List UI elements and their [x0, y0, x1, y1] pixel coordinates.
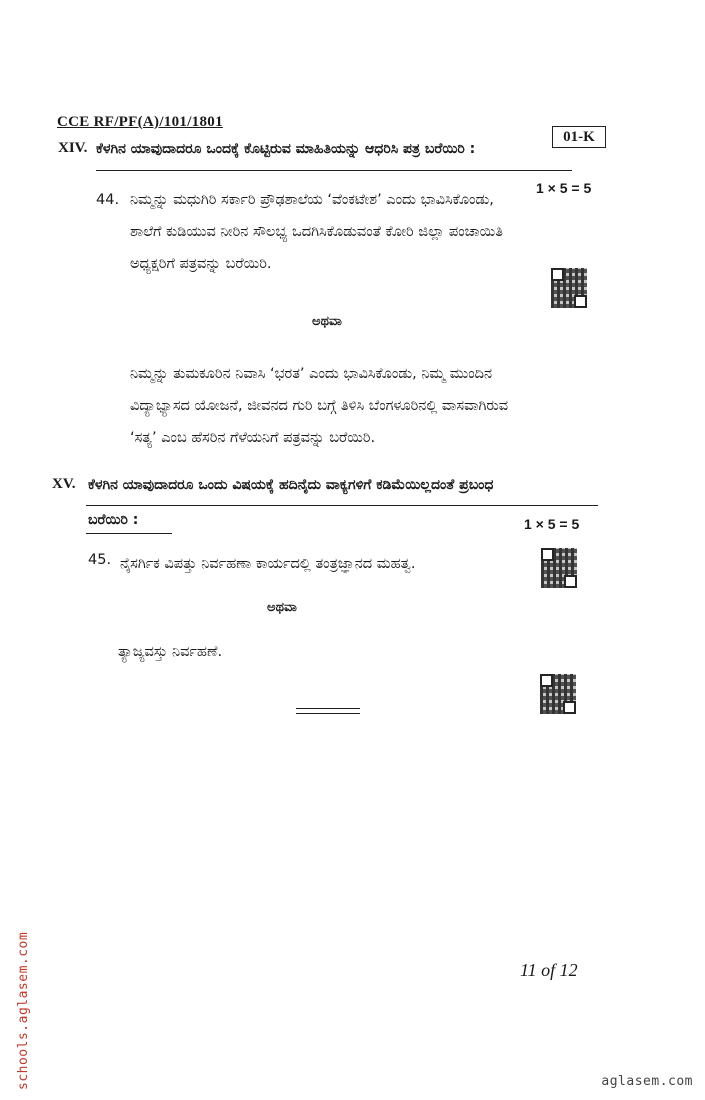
- qr-code-icon: [551, 268, 587, 308]
- question-45-alternative: ತ್ಯಾಜ್ಯವಸ್ತು ನಿರ್ವಹಣೆ.: [118, 644, 223, 660]
- page-number: 11 of 12: [520, 960, 578, 980]
- question-44-text: [130, 184, 605, 280]
- qr-code-icon: [540, 674, 576, 714]
- section-xiv-underline: [96, 170, 572, 171]
- question-44-line: ಅಧ್ಯಕ್ಷರಿಗೆ ಪತ್ರವನ್ನು ಬರೆಯಿರಿ.: [130, 256, 272, 272]
- section-xv-underline: [86, 505, 598, 506]
- or-separator: ಅಥವಾ: [312, 314, 342, 329]
- vertical-watermark: [14, 900, 32, 1090]
- question-45-text: ನೈಸರ್ಗಿಕ ವಿಪತ್ತು ನಿರ್ವಹಣಾ ಕಾರ್ಯದಲ್ಲಿ ತಂತ್ರಜ್ಞಾನದ ಮಹತ್ವ.: [120, 556, 416, 572]
- section-xiv-number: XIV.: [58, 140, 88, 156]
- alternative-line: ವಿದ್ಯಾಭ್ಯಾಸದ ಯೋಜನೆ, ಜೀವನದ ಗುರಿ ಬಗ್ಗೆ ತಿಳಿಸಿ ಬೆಂಗಳೂರಿನಲ್ಲಿ ವಾಸವಾಗಿರುವ: [130, 398, 509, 414]
- question-44-alternative: [130, 358, 605, 454]
- section-xv-instruction-cont: ಬರೆಯಿರಿ :: [88, 512, 139, 528]
- section-xv-marks: 1 × 5 = 5: [524, 516, 580, 532]
- section-xv-number: XV.: [52, 476, 76, 492]
- watermark-text: schools.aglasem.com: [16, 931, 31, 1090]
- paper-code: CCE RF/PF(A)/101/1801: [57, 114, 223, 130]
- end-of-section-line: [296, 708, 360, 714]
- question-45-number: 45.: [88, 552, 112, 568]
- page-code-box: 01-K: [552, 126, 606, 148]
- section-xv-instruction: ಕೆಳಗಿನ ಯಾವುದಾದರೂ ಒಂದು ವಿಷಯಕ್ಕೆ ಹದಿನೈದು ವಾಕ್ಯಗಳಿಗೆ ಕಡಿಮೆಯಿಲ್ಲದಂತೆ ಪ್ರಬಂಧ: [88, 477, 494, 493]
- site-watermark: aglasem.com: [601, 1074, 693, 1089]
- section-xiv-instruction: ಕೆಳಗಿನ ಯಾವುದಾದರೂ ಒಂದಕ್ಕೆ ಕೊಟ್ಟಿರುವ ಮಾಹಿತಿಯನ್ನು ಆಧರಿಸಿ ಪತ್ರ ಬರೆಯಿರಿ :: [96, 141, 476, 157]
- section-xiv-marks: 1 × 5 = 5: [536, 180, 592, 196]
- alternative-line: ‘ಸತ್ಯ’ ಎಂಬ ಹೆಸರಿನ ಗೆಳೆಯನಿಗೆ ಪತ್ರವನ್ನು ಬರೆಯಿರಿ.: [130, 430, 376, 446]
- question-44-number: 44.: [96, 192, 120, 208]
- question-44-line: ನಿಮ್ಮನ್ನು ಮಧುಗಿರಿ ಸರ್ಕಾರಿ ಪ್ರೌಢಶಾಲೆಯ ‘ವೆಂಕಟೇಶ’ ಎಂದು ಭಾವಿಸಿಕೊಂಡು,: [130, 192, 494, 208]
- or-separator: ಅಥವಾ: [267, 600, 297, 615]
- alternative-line: ನಿಮ್ಮನ್ನು ತುಮಕೂರಿನ ನಿವಾಸಿ ‘ಭರತ’ ಎಂದು ಭಾವಿಸಿಕೊಂಡು, ನಿಮ್ಮ ಮುಂದಿನ: [130, 366, 493, 382]
- section-xv-underline-2: [86, 533, 172, 534]
- qr-code-icon: [541, 548, 577, 588]
- question-44-line: ಶಾಲೆಗೆ ಕುಡಿಯುವ ನೀರಿನ ಸೌಲಭ್ಯ ಒದಗಿಸಿಕೊಡುವಂತೆ ಕೋರಿ ಜಿಲ್ಲಾ ಪಂಚಾಯಿತಿ: [130, 224, 503, 240]
